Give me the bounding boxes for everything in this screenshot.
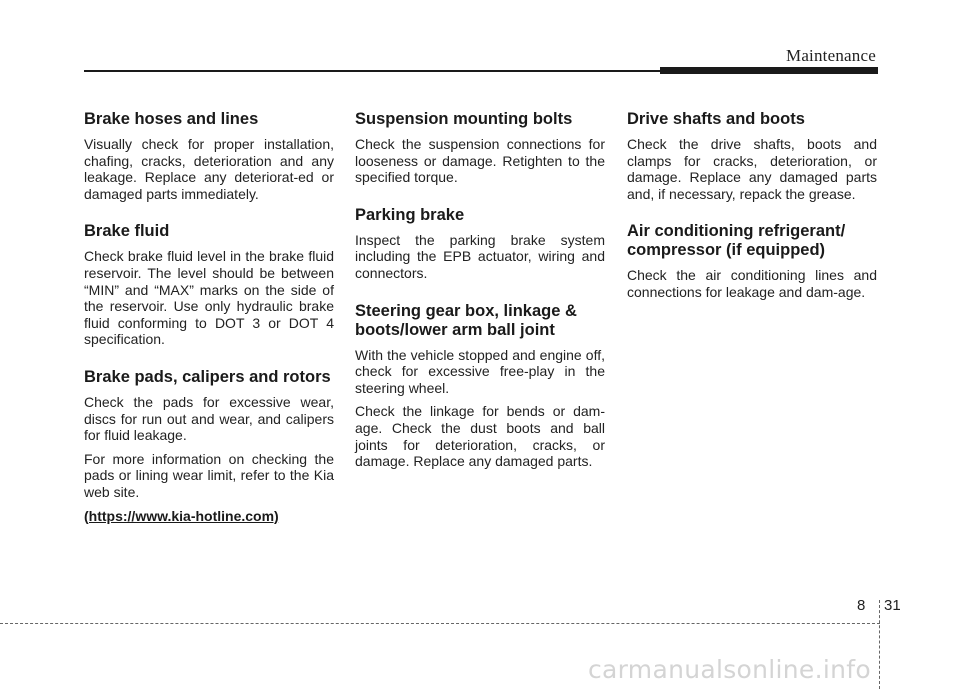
watermark: carmanualsonline.info bbox=[588, 655, 871, 684]
column-right bbox=[627, 110, 877, 308]
section-paragraph: Check the linkage for bends or dam-age. Check the dust boots and ball joints for deterioration, cracks, or damage. Replace any damaged parts. bbox=[355, 403, 605, 470]
section-air-conditioning bbox=[627, 222, 877, 300]
section-heading: Drive shafts and boots bbox=[627, 110, 805, 128]
page-number: 31 bbox=[884, 597, 901, 614]
section-paragraph: For more information on checking the pads or lining wear limit, refer to the Kia web site. bbox=[84, 450, 334, 500]
section-drive-shafts bbox=[627, 110, 877, 202]
section-parking-brake bbox=[355, 206, 605, 282]
section-paragraph: Visually check for proper installation, chafing, cracks, deterioration and any leakage. Replace any deteriorat-ed or damaged parts immediately. bbox=[84, 136, 334, 202]
chapter-number: 8 bbox=[857, 597, 866, 614]
section-heading: Brake pads, calipers and rotors bbox=[84, 367, 331, 386]
section-paragraph: Check the suspension connections for looseness or damage. Retighten to the specified torque. bbox=[355, 136, 605, 186]
section-paragraph: Inspect the parking brake system including the EPB actuator, wiring and connectors. bbox=[355, 231, 605, 281]
section-brake-pads bbox=[84, 368, 334, 526]
section-steering-gear bbox=[355, 302, 605, 470]
section-paragraph: Check the drive shafts, boots and clamps for cracks, deterioration, or damage. Replace any damaged parts and, if necessary, repack the grease. bbox=[627, 136, 877, 202]
header-rule-thick bbox=[660, 67, 878, 74]
section-heading: Brake hoses and lines bbox=[84, 110, 259, 128]
section-paragraph: Check the air conditioning lines and connections for leakage and dam-age. bbox=[627, 267, 877, 300]
section-brake-hoses bbox=[84, 110, 334, 202]
column-middle bbox=[355, 110, 605, 477]
column-left bbox=[84, 110, 334, 526]
section-heading: Suspension mounting bolts bbox=[355, 110, 573, 128]
section-paragraph: Check brake fluid level in the brake fluid reservoir. The level should be between “MIN” and “MAX” marks on the side of the reservoir. Use only hydraulic brake fluid conforming to DOT 3 or DOT 4 specification. bbox=[84, 248, 334, 348]
section-heading: Steering gear box, linkage & boots/lower arm ball joint bbox=[355, 301, 577, 339]
section-heading: Brake fluid bbox=[84, 222, 170, 241]
footer-dashed-rule bbox=[0, 623, 880, 624]
section-brake-fluid bbox=[84, 222, 334, 348]
footer-dashed-divider bbox=[879, 600, 880, 689]
kia-hotline-link[interactable]: (https://www.kia-hotline.com) bbox=[84, 507, 279, 524]
header-rule-thin bbox=[84, 70, 664, 72]
section-paragraph: Check the pads for excessive wear, discs for run out and wear, and calipers for fluid leakage. bbox=[84, 393, 334, 444]
section-paragraph: With the vehicle stopped and engine off, check for excessive free-play in the steering wheel. bbox=[355, 346, 605, 396]
section-heading: Parking brake bbox=[355, 205, 465, 224]
section-suspension-bolts bbox=[355, 110, 605, 186]
running-header-title: Maintenance bbox=[786, 46, 876, 65]
section-heading: Air conditioning refrigerant/ compressor (if equipped) bbox=[627, 222, 846, 260]
